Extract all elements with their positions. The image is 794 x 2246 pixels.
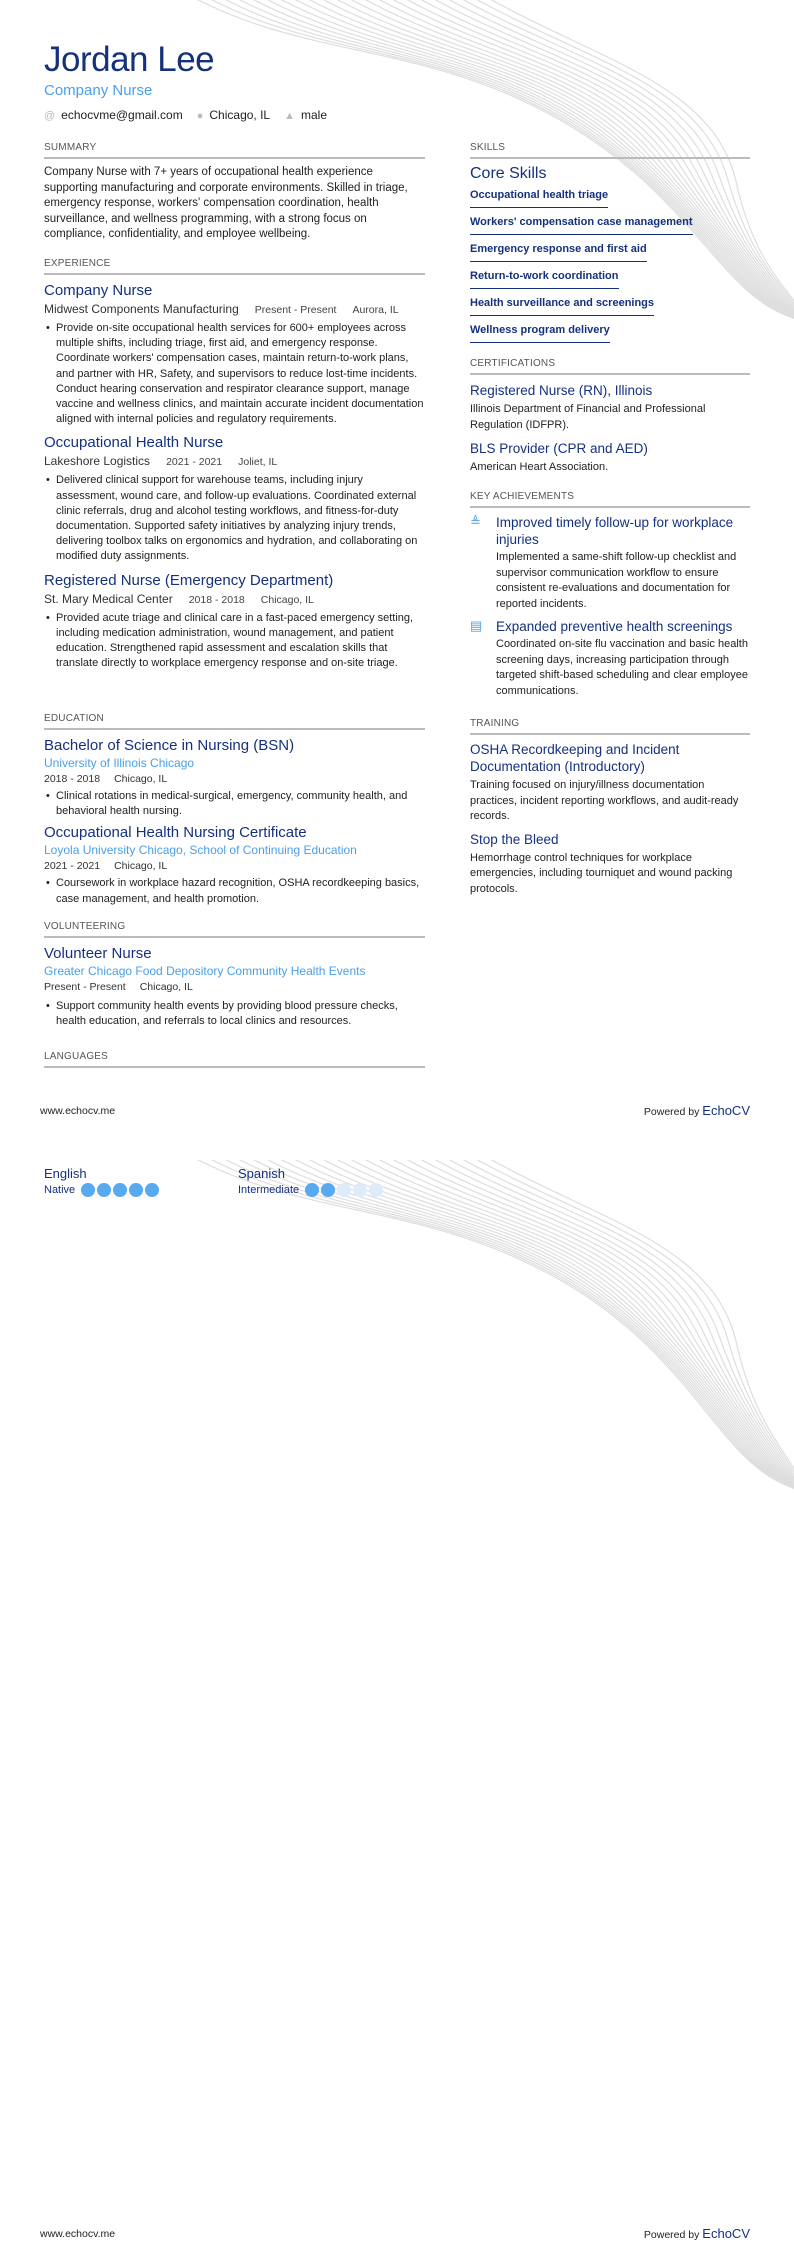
wave-line: [278, 1160, 794, 1490]
education-item: [44, 823, 425, 906]
wave-decoration-page2: [0, 1160, 794, 1490]
experience-section: [44, 258, 425, 671]
proficiency-dots: [305, 1183, 383, 1197]
wave-line: [306, 1160, 794, 1490]
proficiency-dot: [305, 1183, 319, 1197]
clipboard-icon: ▤: [470, 618, 483, 633]
wave-line: [222, 1160, 794, 1490]
skill-list: [470, 185, 750, 347]
wave-line: [250, 1160, 794, 1490]
summary-text: Company Nurse with 7+ years of occupational health experience supporting manufacturing and corporate environments. Skilled in triage, emergency response, workers' compensation coordination, health surveillance, and wellness programming, with a strong focus on compliance, confidentiality, and employee wellbeing.: [44, 166, 408, 240]
bullet: • Clinical rotations in medical-surgical, emergency, community health, and behavioral health nursing.: [44, 789, 425, 819]
wave-line: [180, 1160, 794, 1490]
section-heading: TRAINING: [470, 718, 750, 735]
wave-line: [292, 1160, 794, 1490]
company: Lakeshore Logistics: [44, 454, 151, 469]
skill-item: Workers' compensation case management: [470, 212, 693, 235]
wave-line: [334, 1160, 794, 1490]
brand-logo: EchoCV: [702, 1103, 750, 1118]
proficiency-dot: [145, 1183, 159, 1197]
job-location: Aurora, IL: [352, 304, 399, 316]
bullet: • Provided acute triage and clinical care in a fast-paced emergency setting, including medication administration, wound management, and patient education. Strengthened rapid assessment and escalation skills that translate directly to workplace emergency response and on-site triage.: [44, 611, 425, 672]
achievement-desc: Implemented a same-shift follow-up checklist and supervisor communication workflow to ensure consistent re-evaluations and documentation for reported incidents.: [496, 551, 737, 610]
wave-line: [404, 1160, 794, 1490]
cert-name: BLS Provider (CPR and AED): [470, 441, 648, 456]
wave-line: [236, 1160, 794, 1490]
experience-item: [44, 281, 425, 427]
school: University of Illinois Chicago: [44, 756, 195, 770]
degree: Occupational Health Nursing Certificate: [44, 824, 307, 842]
proficiency-dot: [129, 1183, 143, 1197]
skill-item: Emergency response and first aid: [470, 239, 647, 262]
proficiency-dot: [81, 1183, 95, 1197]
proficiency-dot: [113, 1183, 127, 1197]
section-heading: VOLUNTEERING: [44, 921, 425, 938]
volunteering-section: [44, 921, 425, 1029]
bullet: • Coursework in workplace hazard recognition, OSHA recordkeeping basics, case management, and health promotion.: [44, 876, 425, 906]
company: St. Mary Medical Center: [44, 591, 173, 606]
wave-line: [208, 1160, 794, 1490]
wave-line: [320, 1160, 794, 1490]
volunteer-title: Volunteer Nurse: [44, 945, 152, 962]
volunteer-location: Chicago, IL: [139, 981, 193, 993]
dates: 2018 - 2018: [44, 773, 101, 785]
skill-item: Occupational health triage: [470, 185, 608, 208]
section-heading: KEY ACHIEVEMENTS: [470, 491, 750, 508]
wave-line: [348, 1160, 794, 1490]
edu-location: Chicago, IL: [114, 860, 168, 873]
section-heading: LANGUAGES: [44, 1051, 425, 1068]
achievements-section: [470, 491, 750, 705]
proficiency-dot: [337, 1183, 351, 1197]
skill-item: Wellness program delivery: [470, 320, 610, 343]
edu-location: Chicago, IL: [114, 773, 168, 785]
bullet: • Provide on-site occupational health services for 600+ employees across multiple shifts, including triage, first aid, and emergency response. Coordinate workers' compensation cases, maintain return-to-work plans, and partner with HR, Safety, and supervisors to reduce lost-time incidents. Conduct hearing conservation and respirator clearance support, manage vaccine and wellness clinics, and maintain accurate incident documentation aligned with internal policies and regulatory requirements.: [44, 321, 425, 427]
dates: Present - Present: [44, 981, 126, 993]
job-title: Company Nurse: [44, 282, 153, 299]
section-heading: CERTIFICATIONS: [470, 358, 750, 375]
cert-desc: American Heart Association.: [470, 461, 609, 473]
language-item: [238, 1166, 383, 1197]
email[interactable]: echocvme@gmail.com: [61, 108, 183, 122]
wave-line: [418, 1160, 794, 1490]
language-level: Native: [44, 1183, 76, 1196]
job-title: Occupational Health Nurse: [44, 434, 224, 452]
footer-site[interactable]: www.echocv.me: [40, 1105, 116, 1117]
company: Midwest Components Manufacturing: [44, 302, 239, 316]
languages-section: [44, 1051, 425, 1074]
proficiency-dot: [321, 1183, 335, 1197]
candidate-name: Jordan Lee: [44, 40, 215, 79]
wave-line: [446, 1160, 794, 1490]
job-location: Joliet, IL: [238, 456, 278, 469]
footer-powered: [644, 1103, 750, 1118]
language-name: Spanish: [238, 1166, 285, 1181]
education-section: [44, 713, 425, 907]
training-section: [470, 718, 750, 897]
proficiency-dot: [353, 1183, 367, 1197]
wave-line: [376, 1160, 794, 1490]
proficiency-dots: [81, 1183, 159, 1197]
training-name: OSHA Recordkeeping and Incident Documentation (Introductory): [470, 742, 680, 774]
skill-group-title: Core Skills: [470, 165, 547, 182]
gender: male: [300, 108, 327, 122]
language-name: English: [44, 1166, 87, 1181]
job-location: Chicago, IL: [260, 593, 314, 606]
achievement-item: [470, 514, 750, 612]
powered-label: Powered by: [643, 2229, 700, 2241]
bullet: • Delivered clinical support for warehouse teams, including injury assessment, wound care, and follow-up evaluations. Coordinated external clinic referrals, drug and alcohol testing workflows, and fitness-for-duty documentation. Supported safety initiatives by analyzing injury trends, delivering toolbox talks on ergonomics and hydration, and collaborating on modified duty assignments.: [44, 473, 425, 564]
wave-line: [460, 1160, 794, 1490]
bullet: • Support community health events by providing blood pressure checks, health education, and referrals to local clinics and resources.: [44, 999, 425, 1029]
education-item: [44, 736, 425, 819]
dates: 2021 - 2021: [166, 456, 223, 469]
location: Chicago, IL: [209, 108, 271, 122]
footer-powered-page2: [644, 2226, 750, 2241]
achievement-desc: Coordinated on-site flu vaccination and basic health screening days, increasing participation through targeted shift-based scheduling and clear employee communications.: [496, 638, 748, 697]
training-name: Stop the Bleed: [470, 831, 559, 847]
email-icon: @: [44, 110, 56, 122]
section-heading: EXPERIENCE: [44, 258, 425, 275]
proficiency-dot: [97, 1183, 111, 1197]
footer-site-page2[interactable]: www.echocv.me: [40, 2228, 116, 2240]
dates: 2021 - 2021: [44, 860, 101, 873]
cert-desc: Illinois Department of Financial and Professional Regulation (IDFPR).: [470, 403, 706, 431]
candidate-title: Company Nurse: [44, 82, 153, 99]
wave-line: [362, 1160, 794, 1490]
contact-info: [44, 108, 327, 122]
job-title: Registered Nurse (Emergency Department): [44, 571, 334, 589]
powered-label: Powered by: [643, 1106, 700, 1118]
brand-logo: EchoCV: [702, 2226, 750, 2241]
wave-line: [194, 1160, 794, 1490]
section-heading: EDUCATION: [44, 713, 425, 730]
location-pin-icon: ●: [196, 110, 204, 122]
wave-line: [432, 1160, 794, 1490]
degree: Bachelor of Science in Nursing (BSN): [44, 737, 295, 754]
section-heading: SUMMARY: [44, 142, 425, 159]
dates: 2018 - 2018: [188, 593, 245, 606]
skill-item: Return-to-work coordination: [470, 266, 619, 289]
skill-item: Health surveillance and screenings: [470, 293, 654, 316]
proficiency-dot: [369, 1183, 383, 1197]
skills-section: [470, 142, 750, 347]
dates: Present - Present: [254, 304, 337, 316]
wave-line: [390, 1160, 794, 1490]
person-icon: ▲: [284, 110, 295, 122]
language-level: Intermediate: [238, 1183, 300, 1196]
school: Loyola University Chicago, School of Continuing Education: [44, 843, 357, 858]
experience-item: [44, 571, 425, 672]
achievement-item: [470, 618, 750, 699]
summary-section: [44, 142, 425, 243]
language-item: [44, 1166, 159, 1197]
volunteer-org: Greater Chicago Food Depository Community Health Events: [44, 964, 366, 978]
training-desc: Hemorrhage control techniques for workplace emergencies, including tourniquet and wound packing protocols.: [470, 851, 733, 895]
certifications-section: [470, 358, 750, 476]
training-desc: Training focused on injury/illness documentation practices, incident reporting workflows, and audit-ready records.: [470, 779, 739, 822]
wave-line: [474, 1160, 794, 1490]
experience-item: [44, 433, 425, 564]
cake-icon: ≜: [470, 514, 481, 529]
section-heading: SKILLS: [470, 142, 750, 159]
achievement-title: Improved timely follow-up for workplace injuries: [496, 515, 734, 547]
wave-line: [264, 1160, 794, 1490]
achievement-title: Expanded preventive health screenings: [496, 619, 733, 634]
cert-name: Registered Nurse (RN), Illinois: [470, 383, 653, 398]
